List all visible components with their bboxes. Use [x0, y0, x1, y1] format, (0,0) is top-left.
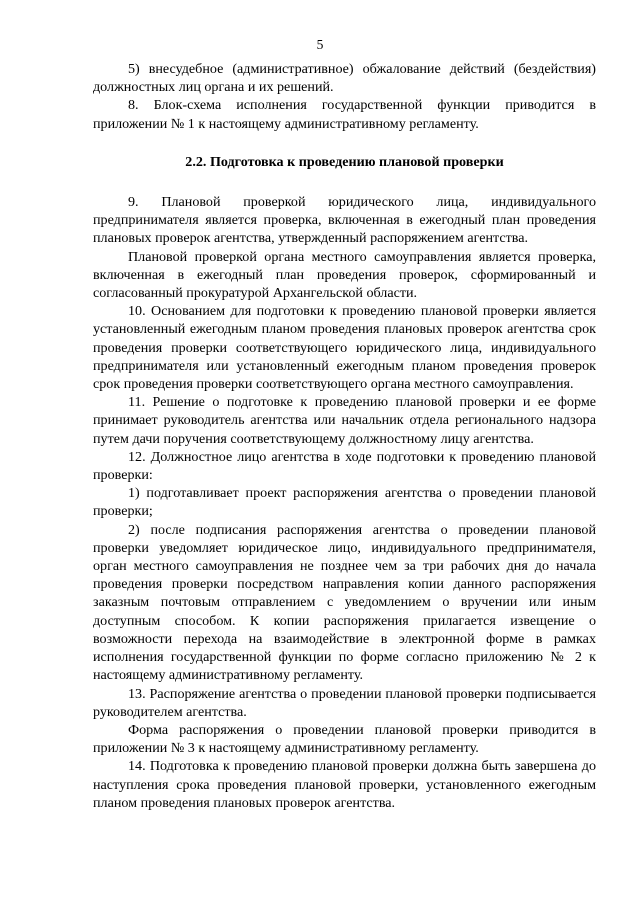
paragraph-13: 13. Распоряжение агентства о проведении плановой проверки подписывается руководителем агентства.: [93, 685, 596, 720]
paragraph-8: 8. Блок-схема исполнения государственной функции приводится в приложении № 1 к настоящему административному регламенту.: [93, 97, 596, 132]
paragraph-item-5: 5) внесудебное (административное) обжалование действий (бездействия) должностных лиц органа и их решений.: [93, 61, 596, 96]
paragraph-14: 14. Подготовка к проведению плановой проверки должна быть завершена до наступления срока проведения плановой проверки, установленного ежегодным планом проведения плановых проверок агентства.: [93, 758, 596, 811]
paragraph-11: 11. Решение о подготовке к проведению плановой проверки и ее форме принимает руководитель агентства или начальник отдела регионального надзора путем дачи поручения соответствующему должностному лицу агентства.: [93, 394, 596, 447]
paragraph-12: 12. Должностное лицо агентства в ходе подготовки к проведению плановой проверки:: [93, 448, 596, 484]
paragraph-12-item-2: 2) после подписания распоряжения агентства о проведении плановой проверки уведомляет юридическое лицо, индивидуального предпринимателя, орган местного самоуправления не позднее чем за три рабочих дня до начала проведения проверки посредством направления копии данного распоряжения заказным почтовым отправлением с уведомлением о вручении или иным доступным способом. К копии распоряжения прилагается извещение о возможности перехода на взаимодействие в электронной форме в рамках исполнения государственной функции по форме согласно приложению № 2 к настоящему административному регламенту.: [93, 521, 596, 684]
paragraph-10: 10. Основанием для подготовки к проведению плановой проверки является установленный ежегодным планом проведения плановых проверок агентства срок проведения проверки соответствующего юридического лица, индивидуального предпринимателя или установленный ежегодным планом проведения проверок срок проведения проверки соответствующего органа местного самоуправления.: [93, 303, 596, 393]
page-number: 5: [316, 37, 324, 52]
paragraph-9: 9. Плановой проверкой юридического лица, индивидуального предпринимателя является проверка, включенная в ежегодный план проведения плановых проверок агентства, утвержденный распоряжением агентства.: [93, 194, 596, 247]
paragraph-9-local-government: Плановой проверкой органа местного самоуправления является проверка, включенная в ежегодный план проведения проверок, сформированный и согласованный прокуратурой Архангельской области.: [93, 248, 596, 302]
section-heading: 2.2. Подготовка к проведению плановой проверки: [185, 153, 504, 170]
document-body: [93, 60, 596, 812]
paragraph-12-item-1: 1) подготавливает проект распоряжения агентства о проведении плановой проверки;: [93, 485, 596, 520]
paragraph-13-form: Форма распоряжения о проведении плановой проверки приводится в приложении № 3 к настоящему административному регламенту.: [93, 721, 596, 757]
